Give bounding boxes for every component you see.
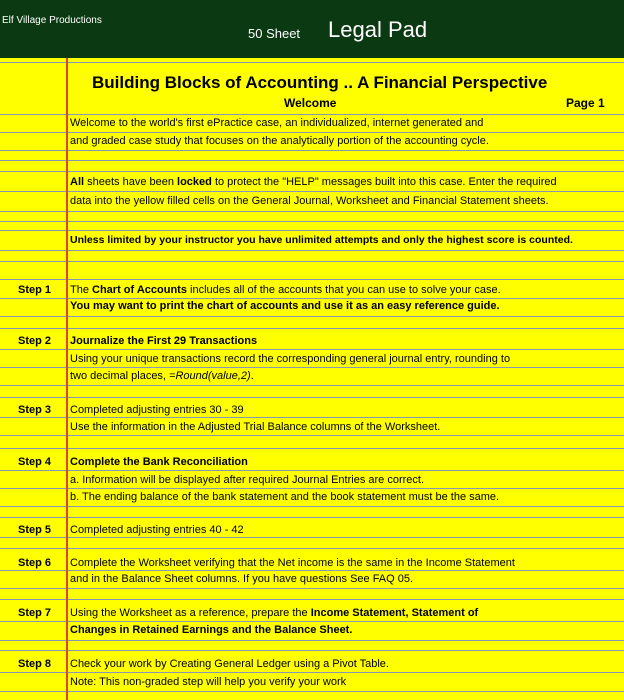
rule-line <box>0 506 624 507</box>
step-8-label: Step 8 <box>18 658 52 670</box>
step-8-line-1: Check your work by Creating General Ledger using a Pivot Table. <box>70 658 389 670</box>
rule-line <box>0 385 624 386</box>
pad-count-label: 50 Sheet <box>248 26 301 41</box>
locked-mid-text: sheets have been <box>84 176 178 188</box>
step-4-label: Step 4 <box>18 456 52 468</box>
rule-line <box>0 250 624 251</box>
step-7-label: Step 7 <box>18 607 52 619</box>
step-1-line-2: You may want to print the chart of accounts and use it as an easy reference guide. <box>70 300 500 312</box>
rule-line <box>0 599 624 600</box>
step-4-line-2: a. Information will be displayed after required Journal Entries are correct. <box>70 474 425 486</box>
rule-line <box>0 230 624 231</box>
step-3-label: Step 3 <box>18 404 52 416</box>
step-2-text-c: . <box>250 370 254 382</box>
step-6-line-1: Complete the Worksheet verifying that the Net income is the same in the Income Statement <box>70 557 515 569</box>
rule-line <box>0 650 624 651</box>
rule-line <box>0 160 624 161</box>
rule-line <box>0 570 624 571</box>
locked-all-text: All <box>70 176 85 188</box>
rule-line <box>0 211 624 212</box>
rule-line <box>0 548 624 549</box>
rule-line <box>0 171 624 172</box>
margin-line <box>66 58 68 700</box>
rule-line <box>0 328 624 329</box>
step-8-line-2: Note: This non-graded step will help you verify your work <box>70 676 347 688</box>
rule-line <box>0 640 624 641</box>
step-7-text-a: Using the Worksheet as a reference, prepare the <box>70 607 311 619</box>
step-2-text-a: two decimal places, <box>70 370 170 382</box>
step-6-label: Step 6 <box>18 557 52 569</box>
intro-line-2: and graded case study that focuses on the analytically portion of the accounting cycle. <box>70 135 489 147</box>
rule-line <box>0 261 624 262</box>
step-1-text-a: The <box>70 284 93 296</box>
document-title: Building Blocks of Accounting .. A Financial Perspective <box>92 73 548 92</box>
rule-line <box>0 517 624 518</box>
rule-line <box>0 349 624 350</box>
step-7-text-b: Income Statement, Statement of <box>310 607 479 619</box>
pad-title: Legal Pad <box>328 17 428 42</box>
rule-line <box>0 488 624 489</box>
rule-line <box>0 672 624 673</box>
rule-line <box>0 448 624 449</box>
rule-line <box>0 621 624 622</box>
rule-line <box>0 150 624 151</box>
rule-line <box>0 316 624 317</box>
step-2-line-1: Journalize the First 29 Transactions <box>70 335 258 347</box>
rule-line <box>0 191 624 192</box>
locked-notice-line-1 <box>70 175 557 189</box>
step-2-line-3 <box>70 369 254 383</box>
page-number: Page 1 <box>566 96 605 110</box>
rule-line <box>0 221 624 222</box>
step-4-line-1: Complete the Bank Reconciliation <box>70 456 248 468</box>
step-1-text-b: Chart of Accounts <box>92 284 187 296</box>
rule-line <box>0 435 624 436</box>
step-5-line-1: Completed adjusting entries 40 - 42 <box>70 524 244 536</box>
step-2-line-2: Using your unique transactions record the corresponding general journal entry, rounding to <box>70 353 511 365</box>
locked-bold-text: locked <box>177 176 212 188</box>
step-7-line-1 <box>70 606 478 620</box>
brand-label: Elf Village Productions <box>2 15 102 26</box>
intro-line-1: Welcome to the world's first ePractice case, an individualized, internet generated and <box>70 117 484 129</box>
step-2-label: Step 2 <box>18 335 52 347</box>
pad-header <box>0 0 624 58</box>
step-7-line-2: Changes in Retained Earnings and the Balance Sheet. <box>70 624 353 636</box>
rule-line <box>0 417 624 418</box>
step-6-line-2: and in the Balance Sheet columns. If you have questions See FAQ 05. <box>70 573 414 585</box>
step-1-line-1 <box>70 283 501 297</box>
step-3-line-1: Completed adjusting entries 30 - 39 <box>70 404 244 416</box>
rule-line <box>0 279 624 280</box>
step-1-text-c: includes all of the accounts that you can use to solve your case. <box>186 284 501 296</box>
step-2-formula: =Round(value,2) <box>169 370 251 382</box>
step-1-label: Step 1 <box>18 284 52 296</box>
rule-line <box>0 691 624 692</box>
welcome-heading: Welcome <box>284 96 337 110</box>
attempts-notice: Unless limited by your instructor you have unlimited attempts and only the highest score is counted. <box>70 234 573 246</box>
step-4-line-3: b. The ending balance of the bank statement and the book statement must be the same. <box>70 491 500 503</box>
rule-line <box>0 470 624 471</box>
rule-line <box>0 537 624 538</box>
step-3-line-2: Use the information in the Adjusted Trial Balance columns of the Worksheet. <box>70 421 441 433</box>
rule-line <box>0 397 624 398</box>
rule-line <box>0 367 624 368</box>
locked-notice-line-2: data into the yellow filled cells on the General Journal, Worksheet and Financial Statement sheets. <box>70 195 549 207</box>
rule-line <box>0 114 624 115</box>
rule-line <box>0 588 624 589</box>
rule-line <box>0 62 624 63</box>
locked-tail-text: to protect the "HELP" messages built into this case. Enter the required <box>211 176 557 188</box>
rule-line <box>0 132 624 133</box>
step-5-label: Step 5 <box>18 524 52 536</box>
